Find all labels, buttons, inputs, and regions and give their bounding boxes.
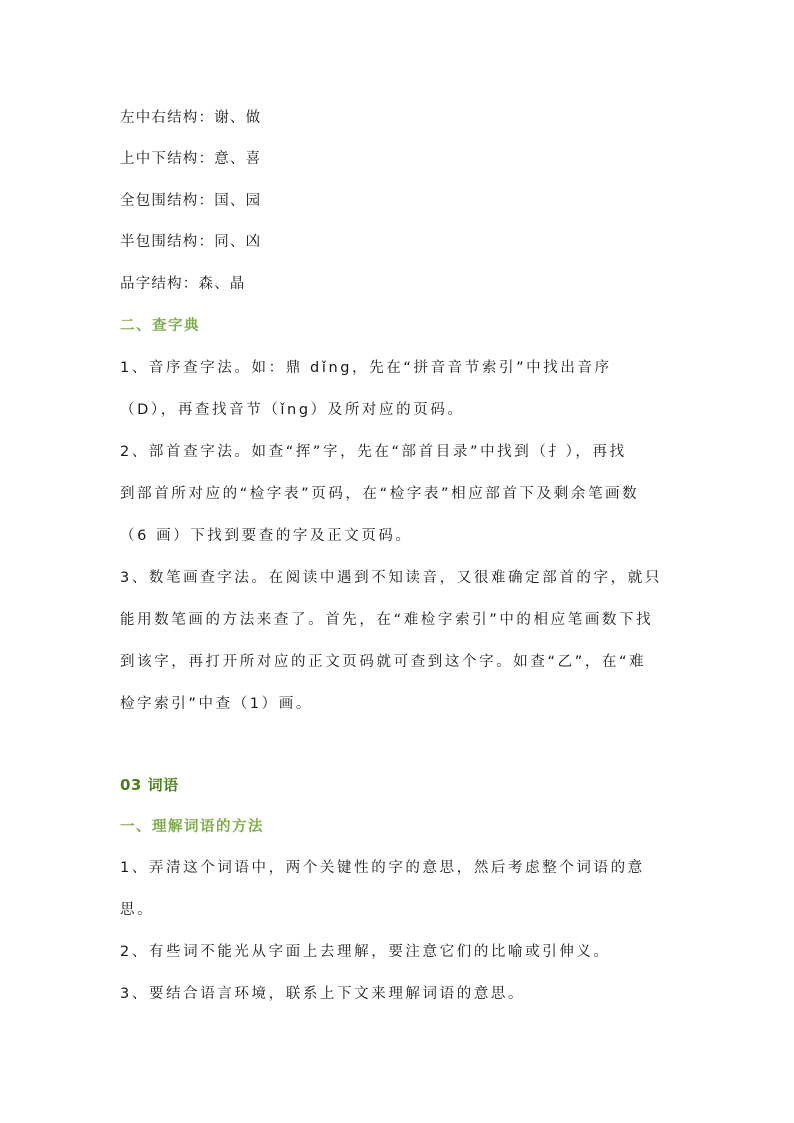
dictionary-heading: 二、查字典 <box>120 318 200 334</box>
dictionary-line: 2、部首查字法。如查“挥”字，先在“部首目录”中找到（扌），再找 <box>120 444 627 460</box>
section-title-words: 03 词语 <box>120 776 179 794</box>
structure-top-middle-bottom: 上中下结构：意、喜 <box>120 151 262 167</box>
structure-full-enclosure: 全包围结构：国、园 <box>120 193 262 209</box>
dictionary-line: （6 画）下找到要查的字及正文页码。 <box>120 528 413 544</box>
words-method-heading: 一、理解词语的方法 <box>120 819 264 835</box>
words-line: 思。 <box>120 902 155 918</box>
dictionary-line: 1、音序查字法。如：鼎 dǐng，先在“拼音音节索引”中找出音序 <box>120 360 612 376</box>
structure-half-enclosure: 半包围结构：同、凶 <box>120 234 262 250</box>
structure-left-middle-right: 左中右结构：谢、做 <box>120 110 262 126</box>
dictionary-line: 能用数笔画的方法来查了。首先，在“难检字索引”中的相应笔画数下找 <box>120 612 654 628</box>
structure-pin-shape: 品字结构：森、晶 <box>120 276 246 292</box>
dictionary-line: 检字索引”中查（1）画。 <box>120 696 313 712</box>
words-line: 3、要结合语言环境，联系上下文来理解词语的意思。 <box>120 986 526 1002</box>
words-line: 1、弄清这个词语中，两个关键性的字的意思，然后考虑整个词语的意 <box>120 860 645 876</box>
dictionary-line: 3、数笔画查字法。在阅读中遇到不知读音，又很难确定部首的字，就只 <box>120 570 662 586</box>
words-line: 2、有些词不能光从字面上去理解，要注意它们的比喻或引伸义。 <box>120 944 611 960</box>
dictionary-line: 到该字，再打开所对应的正文页码就可查到这个字。如查“乙”，在“难 <box>120 654 647 670</box>
dictionary-line: 到部首所对应的“检字表”页码，在“检字表”相应部首下及剩余笔画数 <box>120 486 640 502</box>
dictionary-line: （D），再查找音节（ǐng）及所对应的页码。 <box>120 402 465 418</box>
